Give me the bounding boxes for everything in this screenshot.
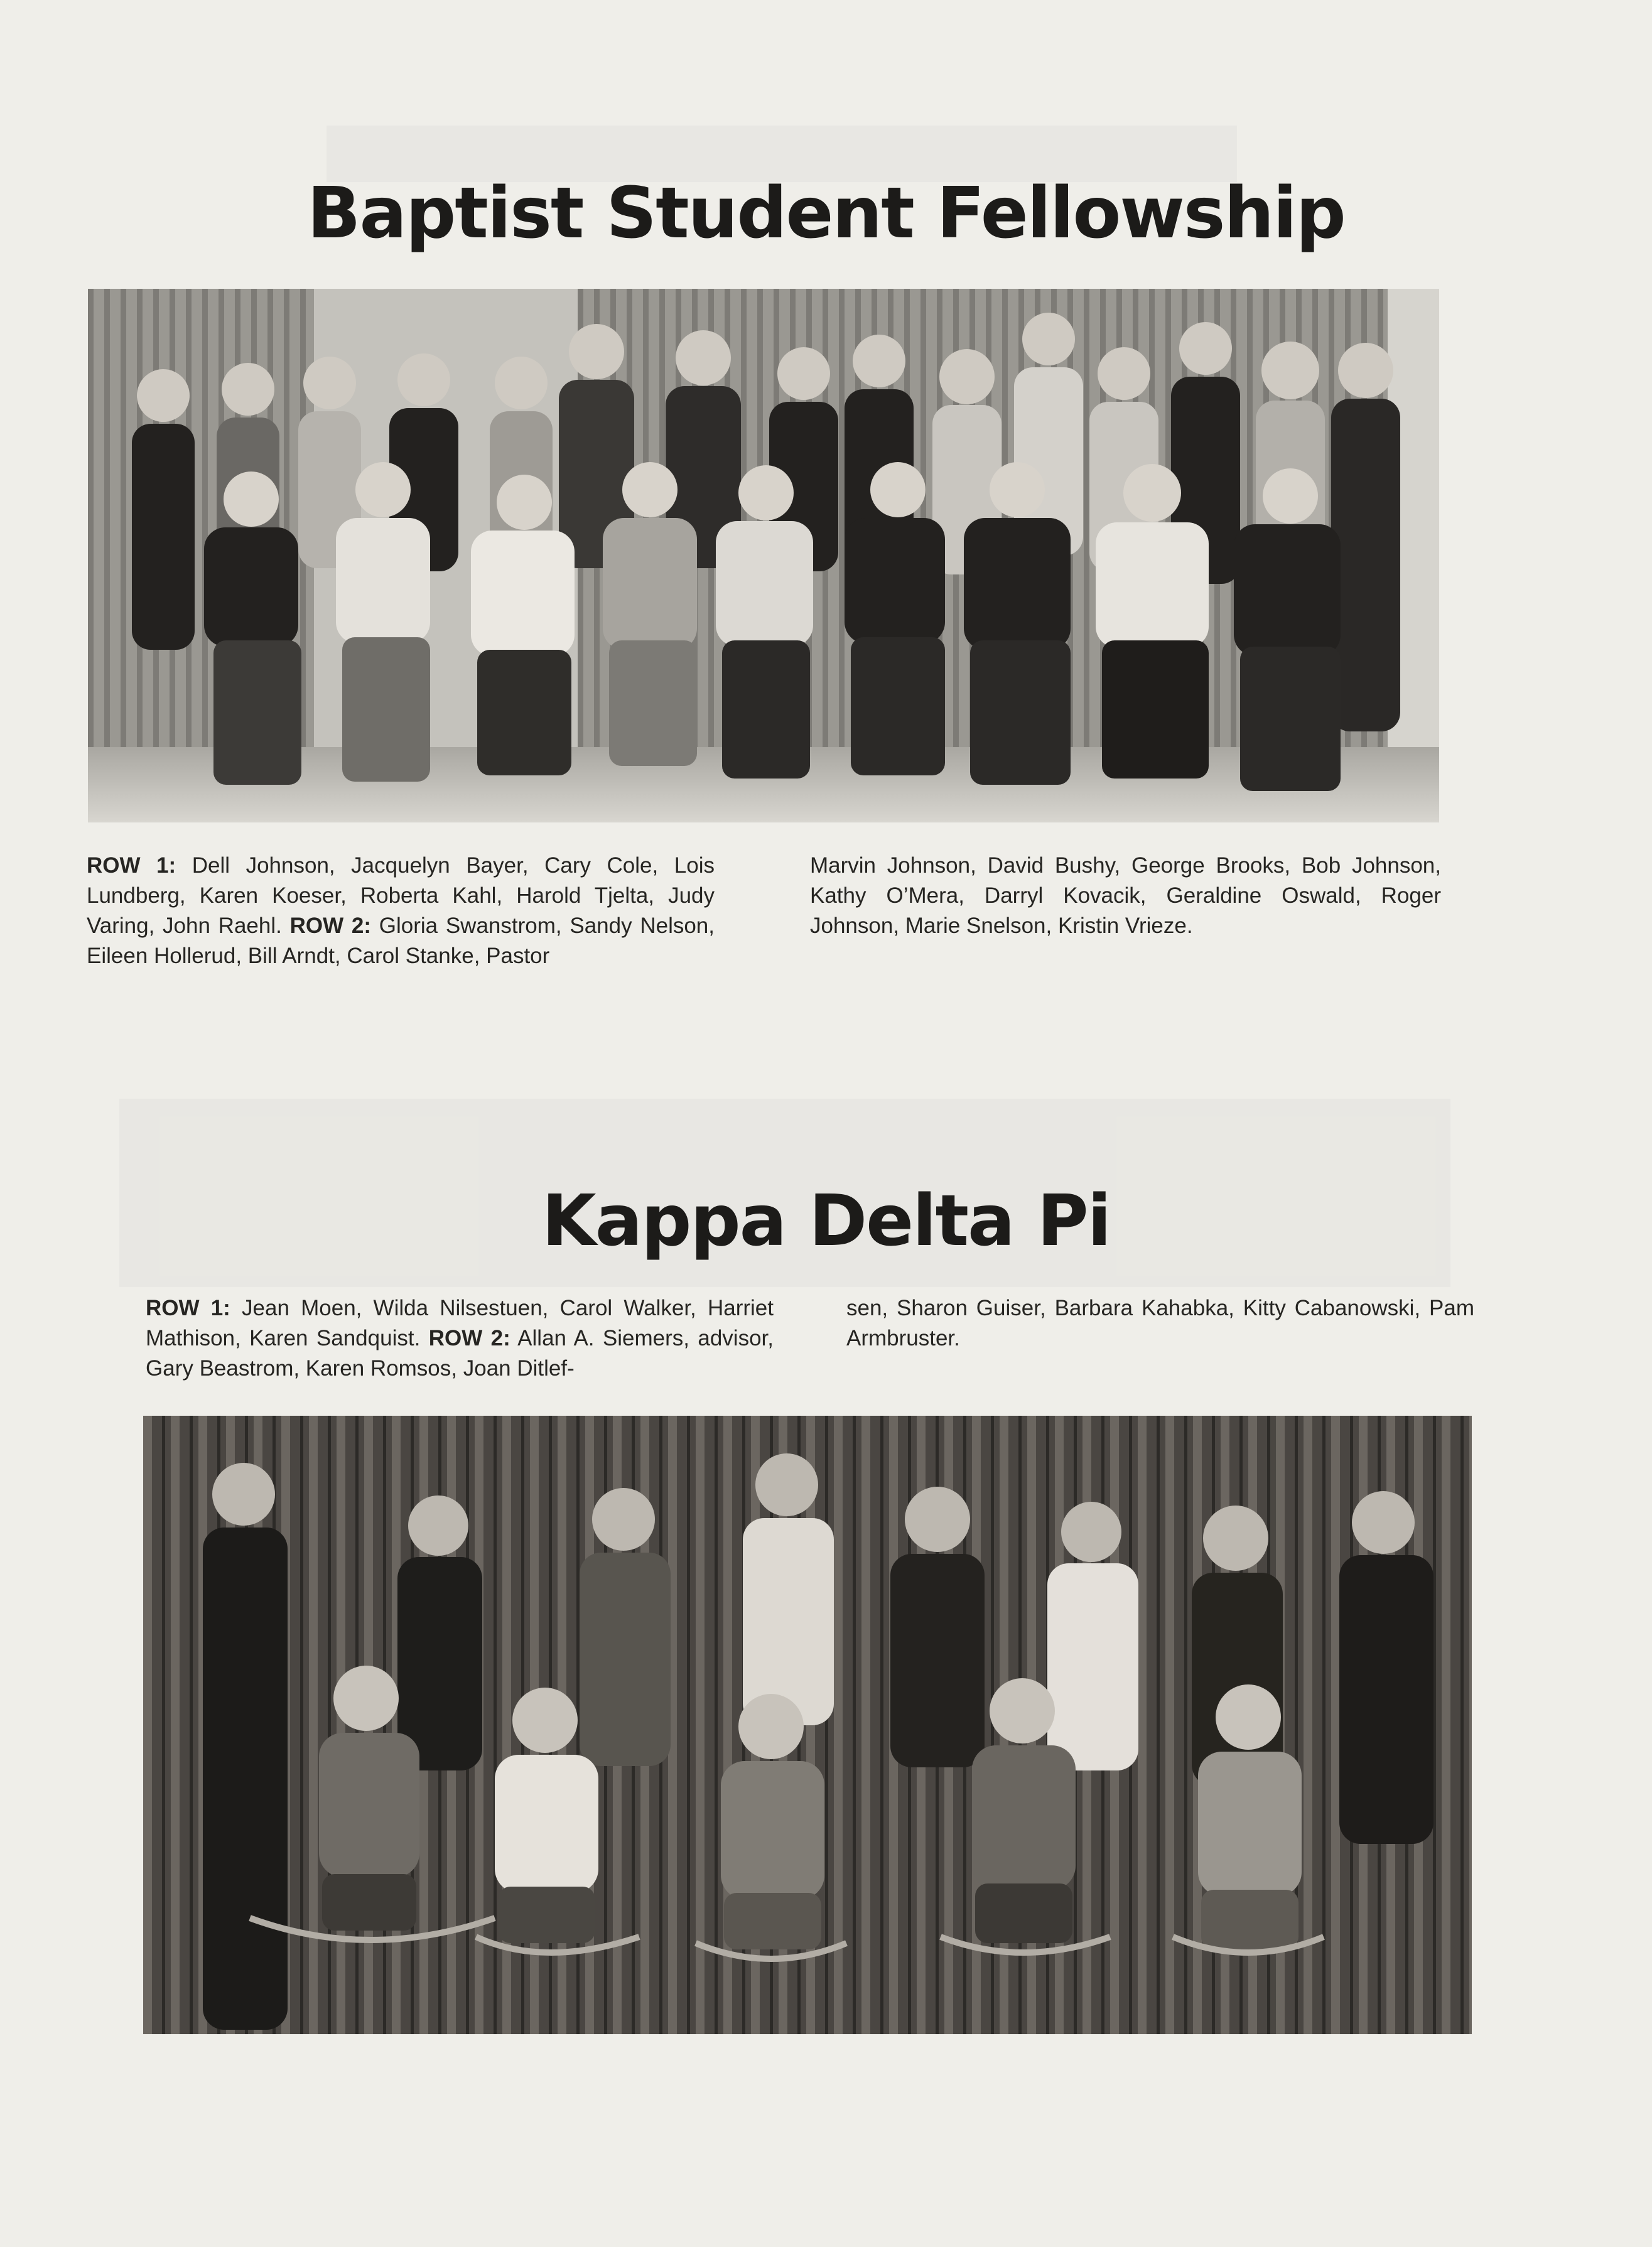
row1-label: ROW 1: [87, 853, 176, 878]
row2-label: ROW 2: [428, 1326, 510, 1350]
group-photo-baptist-student-fellowship [88, 289, 1439, 822]
section-title-baptist-student-fellowship: Baptist Student Fellowship [307, 173, 1345, 254]
group-photo-kappa-delta-pi [143, 1416, 1472, 2034]
row1-label: ROW 1: [146, 1296, 230, 1320]
caption-col2-kappa: sen, Sharon Guiser, Barbara Kahabka, Kitty Cabanowski, Pam Armbruster. [846, 1296, 1474, 1350]
caption-col2-baptist: Marvin Johnson, David Bushy, George Brooks, Bob Johnson, Kathy O’Mera, Darryl Kovacik, Geraldine Oswald, Roger Johnson, Marie Snelson, Kristin Vrieze. [810, 853, 1441, 938]
caption-col1-kappa [146, 1293, 774, 1384]
section-title-kappa-delta-pi: Kappa Delta Pi [541, 1180, 1111, 1262]
row1-names: Jean Moen, Wilda Nilsestuen, Carol Walker, Harriet Mathison, Karen Sandquist. [146, 1296, 774, 1350]
caption-col1-baptist [87, 851, 715, 971]
row2-names: Gloria Swanstrom, Sandy Nelson, Eileen Hollerud, Bill Arndt, Carol Stanke, Pastor [87, 913, 715, 968]
back-row-people [88, 289, 1439, 822]
row1-names: Dell Johnson, Jacquelyn Bayer, Cary Cole, Lois Lundberg, Karen Koeser, Roberta Kahl, Harold Tjelta, Judy Varing, John Raehl. [87, 853, 715, 938]
row2-label: ROW 2: [289, 913, 371, 938]
row2-names: Allan A. Siemers, advisor, Gary Beastrom, Karen Romsos, Joan Ditlef- [146, 1326, 774, 1381]
group-people [143, 1416, 1472, 2034]
